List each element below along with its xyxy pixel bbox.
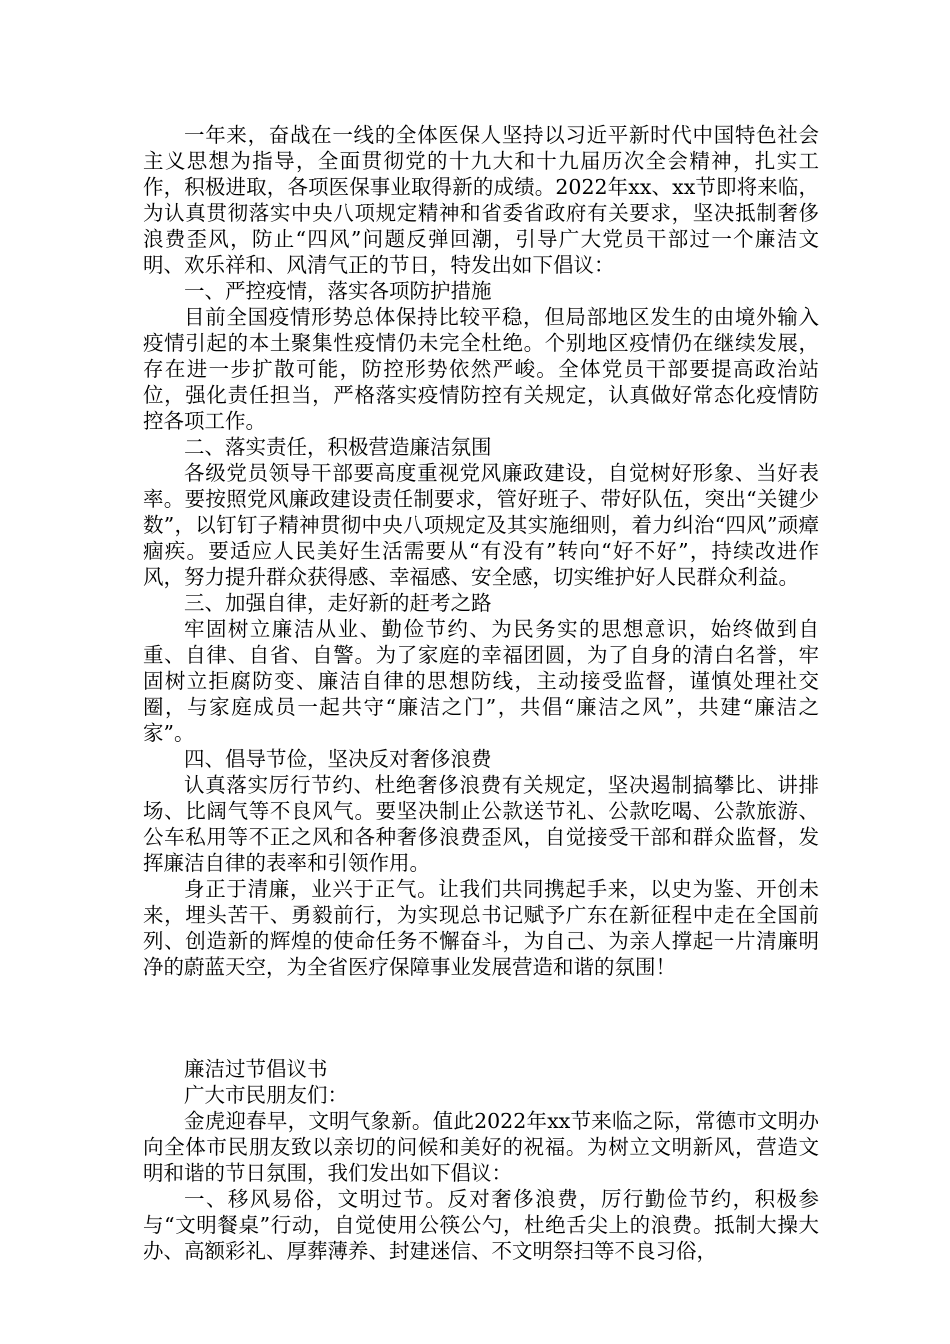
section-paragraph-1: 目前全国疫情形势总体保持比较平稳，但局部地区发生的由境外输入疫情引起的本土聚集性疫情仍未完全杜绝。个别地区疫情仍在继续发展，存在进一步扩散可能，防控形势依然严峻。全体党员干部要提高政治站位，强化责任担当，严格落实疫情防控有关规定，认真做好常态化疫情防控各项工作。 [143,305,819,433]
document-title: 廉洁过节倡议书 [184,1057,328,1081]
closing-paragraph: 身正于清廉，业兴于正气。让我们共同携起手来，以史为鉴、开创未来，埋头苦干、勇毅前行，为实现总书记赋予广东在新征程中走在全国前列、创造新的辉煌的使命任务不懈奋斗，为自己、为亲人撑起一片清廉明净的蔚蓝天空，为全省医疗保障事业发展营造和谐的氛围！ [143,877,819,979]
section-heading-4: 四、倡导节俭，坚决反对奢侈浪费 [184,747,492,771]
second-intro-paragraph: 金虎迎春早，文明气象新。值此2022年xx节来临之际，常德市文明办向全体市民朋友致以亲切的问候和美好的祝福。为树立文明新风，营造文明和谐的节日氛围，我们发出如下倡议： [143,1109,819,1185]
section-paragraph-2: 各级党员领导干部要高度重视党风廉政建设，自觉树好形象、当好表率。要按照党风廉政建设责任制要求，管好班子、带好队伍，突出“关键少数”，以钉钉子精神贯彻中央八项规定及其实施细则，着力纠治“四风”顽瘴痼疾。要适应人民美好生活需要从“有没有”转向“好不好”，持续改进作风，努力提升群众获得感、幸福感、安全感，切实维护好人民群众利益。 [143,461,819,589]
section-paragraph-3: 牢固树立廉洁从业、勤俭节约、为民务实的思想意识，始终做到自重、自律、自省、自警。为了家庭的幸福团圆，为了自身的清白名誉，牢固树立拒腐防变、廉洁自律的思想防线，主动接受监督，谨慎处理社交圈，与家庭成员一起共守“廉洁之门”，共倡“廉洁之风”，共建“廉洁之家”。 [143,617,819,745]
section-paragraph-4: 认真落实厉行节约、杜绝奢侈浪费有关规定，坚决遏制搞攀比、讲排场、比阔气等不良风气。要坚决制止公款送节礼、公款吃喝、公款旅游、公车私用等不正之风和各种奢侈浪费歪风，自觉接受干部和群众监督，发挥廉洁自律的表率和引领作用。 [143,773,819,875]
section-heading-2: 二、落实责任，积极营造廉洁氛围 [184,435,492,459]
section-heading-3: 三、加强自律，走好新的赶考之路 [184,591,492,615]
section-spacer [143,980,819,1056]
document-page [143,122,819,1264]
salutation: 广大市民朋友们： [184,1083,348,1107]
section-heading-1: 一、严控疫情，落实各项防护措施 [184,279,492,303]
second-paragraph-1: 一、移风易俗，文明过节。反对奢侈浪费，厉行勤俭节约，积极参与“文明餐桌”行动，自觉使用公筷公勺，杜绝舌尖上的浪费。抵制大操大办、高额彩礼、厚葬薄养、封建迷信、不文明祭扫等不良习俗， [143,1187,819,1263]
intro-paragraph: 一年来，奋战在一线的全体医保人坚持以习近平新时代中国特色社会主义思想为指导，全面贯彻党的十九大和十九届历次全会精神，扎实工作，积极进取，各项医保事业取得新的成绩。2022年xx、xx节即将来临，为认真贯彻落实中央八项规定精神和省委省政府有关要求，坚决抵制奢侈浪费歪风，防止“四风”问题反弹回潮，引导广大党员干部过一个廉洁文明、欢乐祥和、风清气正的节日，特发出如下倡议： [143,123,819,277]
